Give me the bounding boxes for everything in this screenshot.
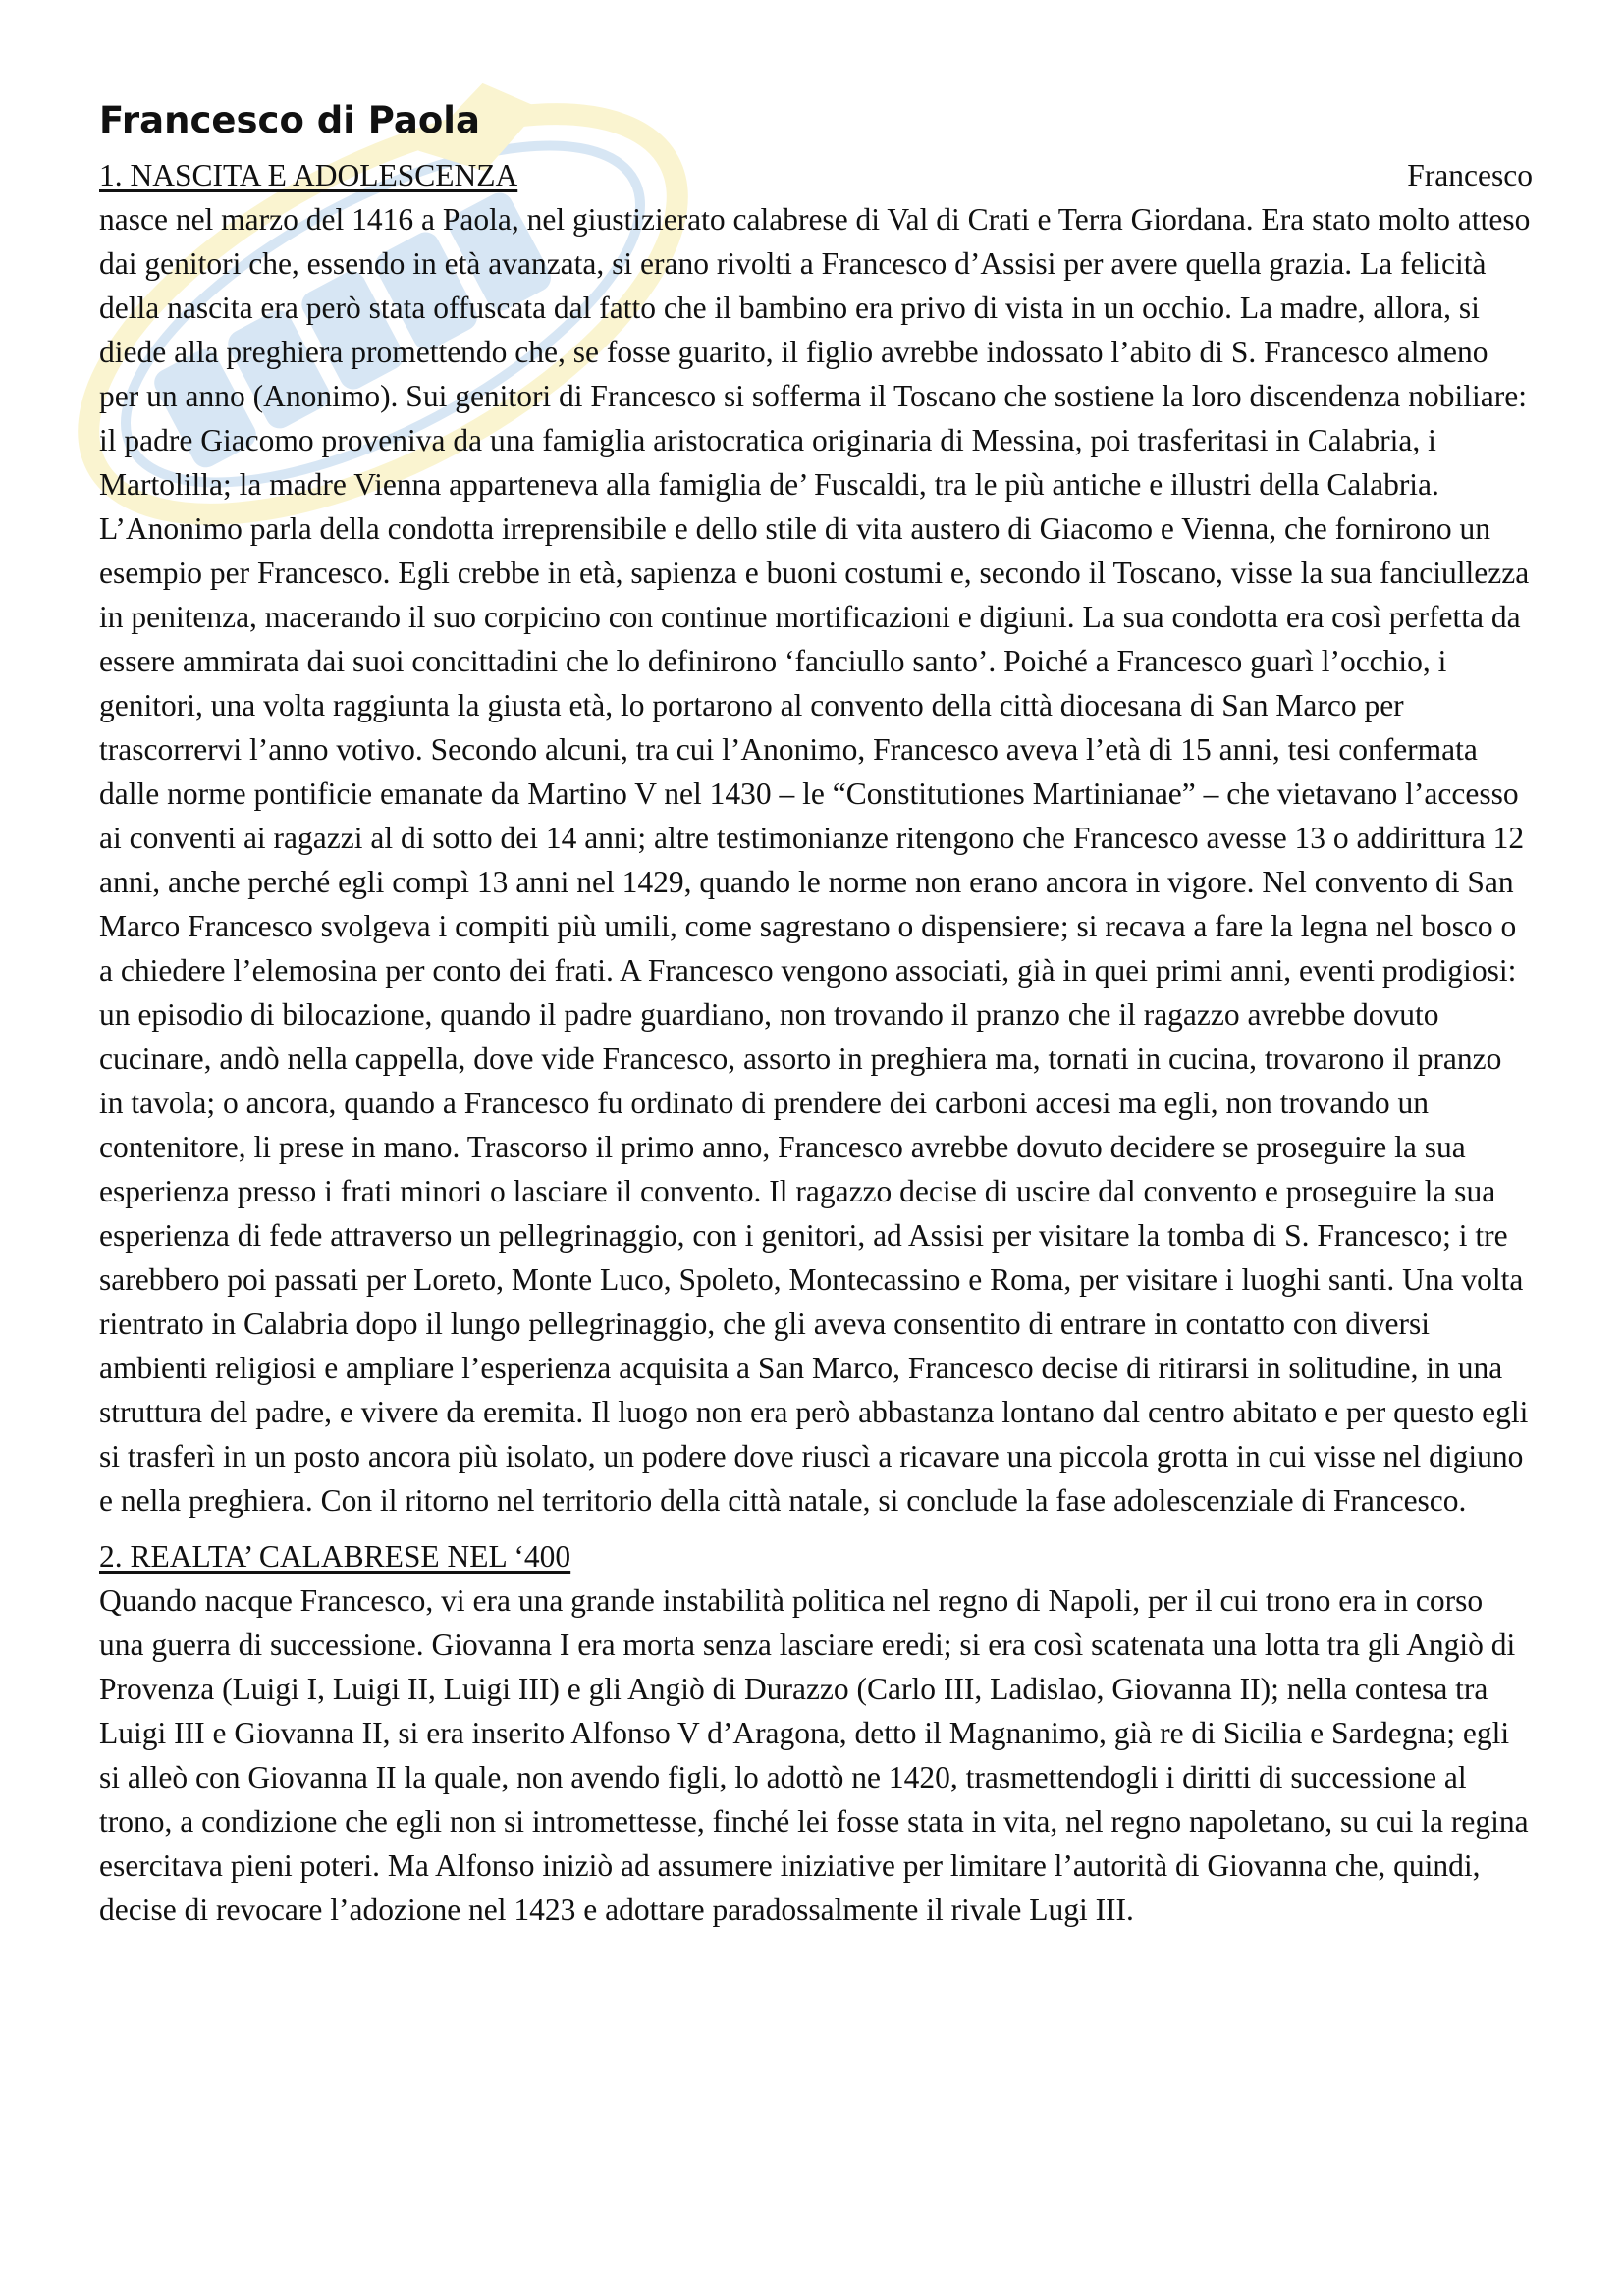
document-page <box>99 94 1533 1932</box>
page-title: Francesco di Paola <box>99 99 480 141</box>
section-2-body: Quando nacque Francesco, vi era una grande instabilità politica nel regno di Napoli, per il cui trono era in corso una guerra di successione. Giovanna I era morta senza lasciare eredi; si era così scatenata una lotta tra gli Angiò di Provenza (Luigi I, Luigi II, Luigi III) e gli Angiò di Durazzo (Carlo III, Ladislao, Giovanna II); nella contesa tra Luigi III e Giovanna II, si era inserito Alfonso V d’Aragona, detto il Magnanimo, già re di Sicilia e Sardegna; egli si alleò con Giovanna II la quale, non avendo figli, lo adottò ne 1420, trasmettendogli i diritti di successione al trono, a condizione che egli non si intromettesse, finché lei fosse stata in vita, nel regno napoletano, su cui la regina esercitava pieni poteri. Ma Alfonso iniziò ad assumere iniziative per limitare l’autorità di Giovanna che, quindi, decise di revocare l’adozione nel 1423 e adottare paradossalmente il rivale Lugi III. <box>99 1583 1529 1927</box>
section-2-heading: 2. REALTA’ CALABRESE NEL ‘400 <box>99 1539 571 1574</box>
section-1-first-word: Francesco <box>1407 158 1533 192</box>
section-1-heading-row <box>99 153 1533 197</box>
section-1-body: nasce nel marzo del 1416 a Paola, nel giustizierato calabrese di Val di Crati e Terra Giordana. Era stato molto atteso dai genitori che, essendo in età avanzata, si erano rivolti a Francesco d’Assisi per avere quella grazia. La felicità della nascita era però stata offuscata dal fatto che il bambino era privo di vista in un occhio. La madre, allora, si diede alla preghiera promettendo che, se fosse guarito, il figlio avrebbe indossato l’abito di S. Francesco almeno per un anno (Anonimo). Sui genitori di Francesco si sofferma il Toscano che sostiene la loro discendenza nobiliare: il padre Giacomo proveniva da una famiglia aristocratica originaria di Messina, poi trasferitasi in Calabria, i Martolilla; la madre Vienna apparteneva alla famiglia de’ Fuscaldi, tra le più antiche e illustri della Calabria. L’Anonimo parla della condotta irreprensibile e dello stile di vita austero di Giacomo e Vienna, che fornirono un esempio per Francesco. Egli crebbe in età, sapienza e buoni costumi e, secondo il Toscano, visse la sua fanciullezza in penitenza, macerando il suo corpicino con continue mortificazioni e digiuni. La sua condotta era così perfetta da essere ammirata dai suoi concittadini che lo definirono ‘fanciullo santo’. Poiché a Francesco guarì l’occhio, i genitori, una volta raggiunta la giusta età, lo portarono al convento della città diocesana di San Marco per trascorrervi l’anno votivo. Secondo alcuni, tra cui l’Anonimo, Francesco aveva l’età di 15 anni, tesi confermata dalle norme pontificie emanate da Martino V nel 1430 – le “Constitutiones Martinianae” – che vietavano l’accesso ai conventi ai ragazzi al di sotto dei 14 anni; altre testimonianze ritengono che Francesco avesse 13 o addirittura 12 anni, anche perché egli compì 13 anni nel 1429, quando le norme non erano ancora in vigore. Nel convento di San Marco Francesco svolgeva i compiti più umili, come sagrestano o dispensiere; si recava a fare la legna nel bosco o a chiedere l’elemosina per conto dei frati. A Francesco vengono associati, già in quei primi anni, eventi prodigiosi: un episodio di bilocazione, quando il padre guardiano, non trovando il pranzo che il ragazzo avrebbe dovuto cucinare, andò nella cappella, dove vide Francesco, assorto in preghiera ma, tornati in cucina, trovarono il pranzo in tavola; o ancora, quando a Francesco fu ordinato di prendere dei carboni accesi ma egli, non trovando un contenitore, li prese in mano. Trascorso il primo anno, Francesco avrebbe dovuto decidere se proseguire la sua esperienza presso i frati minori o lasciare il convento. Il ragazzo decise di uscire dal convento e proseguire la sua esperienza di fede attraverso un pellegrinaggio, con i genitori, ad Assisi per visitare la tomba di S. Francesco; i tre sarebbero poi passati per Loreto, Monte Luco, Spoleto, Montecassino e Roma, per visitare i luoghi santi. Una volta rientrato in Calabria dopo il lungo pellegrinaggio, che gli aveva consentito di entrare in contatto con diversi ambienti religiosi e ampliare l’esperienza acquisita a San Marco, Francesco decise di ritirarsi in solitudine, in una struttura del padre, e vivere da eremita. Il luogo non era però abbastanza lontano dal centro abitato e per questo egli si trasferì in un posto ancora più isolato, un podere dove riuscì a ricavare una piccola grotta in cui visse nel digiuno e nella preghiera. Con il ritorno nel territorio della città natale, si conclude la fase adolescenziale di Francesco. <box>99 202 1531 1518</box>
section-1-heading: 1. NASCITA E ADOLESCENZA <box>99 158 518 192</box>
